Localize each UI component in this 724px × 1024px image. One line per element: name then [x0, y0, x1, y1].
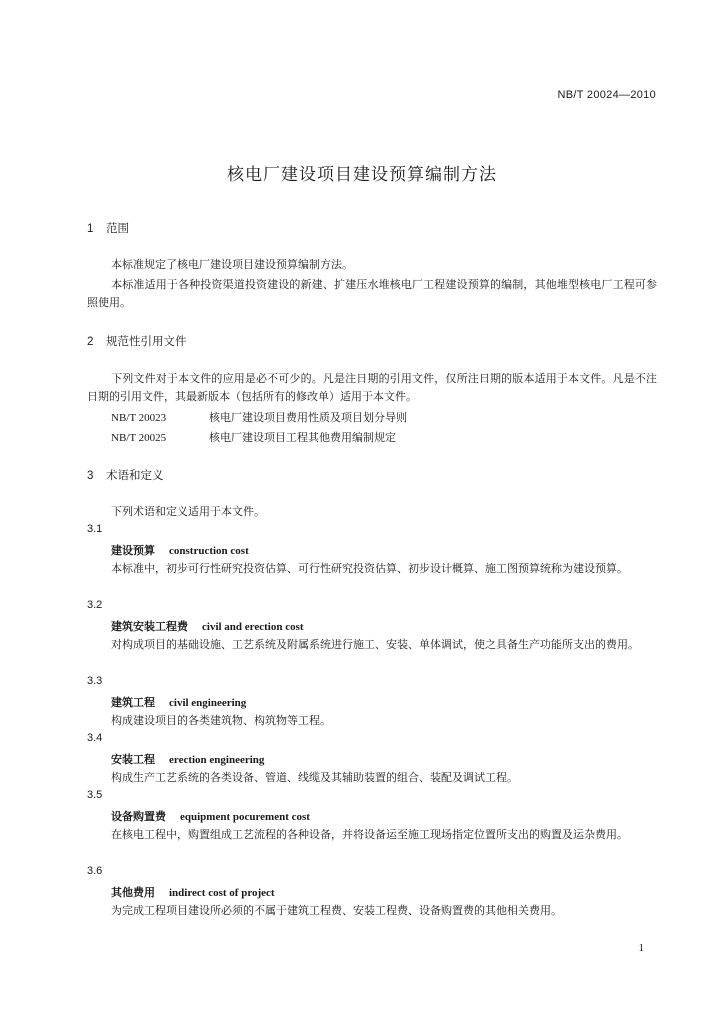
term-en: erection engineering — [169, 754, 265, 766]
term-zh: 建筑工程 — [111, 696, 155, 709]
term-en: civil and erection cost — [202, 621, 304, 633]
scope-paragraph-2: 本标准适用于各种投资渠道投资建设的新建、扩建压水堆核电厂工程建设预算的编制，其他堆型核电厂工程可参照使用。 — [87, 278, 657, 309]
document-title: 核电厂建设项目建设预算编制方法 — [227, 165, 497, 185]
clause-number: 3.1 — [87, 523, 103, 535]
term-zh: 设备购置费 — [111, 810, 166, 823]
term-definition: 构成建设项目的各类建筑物、构筑物等工程。 — [111, 714, 331, 727]
term-zh: 其他费用 — [111, 886, 155, 899]
term-heading — [111, 542, 249, 558]
section-title: 范围 — [106, 221, 129, 235]
term-definition: 本标准中，初步可行性研究投资估算、可行性研究投资估算、初步设计概算、施工图预算统称为建设预算。 — [111, 562, 628, 575]
normative-reference — [111, 409, 407, 425]
term-definition: 对构成项目的基础设施、工艺系统及附属系统进行施工、安装、单体调试，使之具备生产功能所支出的费用。 — [111, 638, 639, 651]
term-zh: 安装工程 — [111, 753, 155, 766]
term-heading — [111, 808, 310, 824]
normative-intro: 下列文件对于本文件的应用是必不可少的。凡是注日期的引用文件，仅所注日期的版本适用于本文件。凡是不注日期的引用文件，其最新版本（包括所有的修改单）适用于本文件。 — [87, 372, 657, 403]
reference-title: 核电厂建设项目工程其他费用编制规定 — [209, 431, 396, 444]
reference-code: NB/T 20023 — [111, 412, 167, 424]
section-2-heading — [87, 333, 187, 349]
reference-code: NB/T 20025 — [111, 432, 167, 444]
reference-title: 核电厂建设项目费用性质及项目划分导则 — [209, 411, 407, 424]
terms-intro: 下列术语和定义适用于本文件。 — [111, 505, 265, 518]
term-heading — [111, 618, 304, 634]
term-en: construction cost — [169, 545, 249, 557]
scope-paragraph-1: 本标准规定了核电厂建设项目建设预算编制方法。 — [111, 258, 353, 271]
clause-number: 3.4 — [87, 732, 103, 744]
section-1-heading — [87, 220, 129, 236]
normative-reference — [111, 429, 396, 445]
section-title: 术语和定义 — [106, 468, 164, 482]
term-heading — [111, 884, 275, 900]
term-definition: 为完成工程项目建设所必须的不属于建筑工程费、安装工程费、设备购置费的其他相关费用。 — [111, 904, 562, 917]
section-title: 规范性引用文件 — [106, 334, 187, 348]
term-heading — [111, 751, 264, 767]
section-number: 1 — [87, 223, 94, 235]
page-number: 1 — [638, 942, 644, 954]
section-number: 3 — [87, 470, 94, 482]
term-definition: 构成生产工艺系统的各类设备、管道、线缆及其辅助装置的组合、装配及调试工程。 — [111, 771, 518, 784]
term-definition: 在核电工程中，购置组成工艺流程的各种设备，并将设备运至施工现场指定位置所支出的购置及运杂费用。 — [111, 828, 628, 841]
clause-number: 3.2 — [87, 599, 103, 611]
term-zh: 建设预算 — [111, 544, 155, 557]
term-en: civil engineering — [169, 697, 247, 709]
section-number: 2 — [87, 336, 94, 348]
clause-number: 3.5 — [87, 789, 103, 801]
standard-code: NB/T 20024—2010 — [557, 89, 656, 101]
term-heading — [111, 694, 246, 710]
section-3-heading — [87, 467, 164, 483]
term-zh: 建筑安装工程费 — [111, 620, 188, 633]
clause-number: 3.6 — [87, 865, 103, 877]
term-en: equipment pocurement cost — [180, 811, 310, 823]
clause-number: 3.3 — [87, 675, 103, 687]
term-en: indirect cost of project — [169, 887, 275, 899]
